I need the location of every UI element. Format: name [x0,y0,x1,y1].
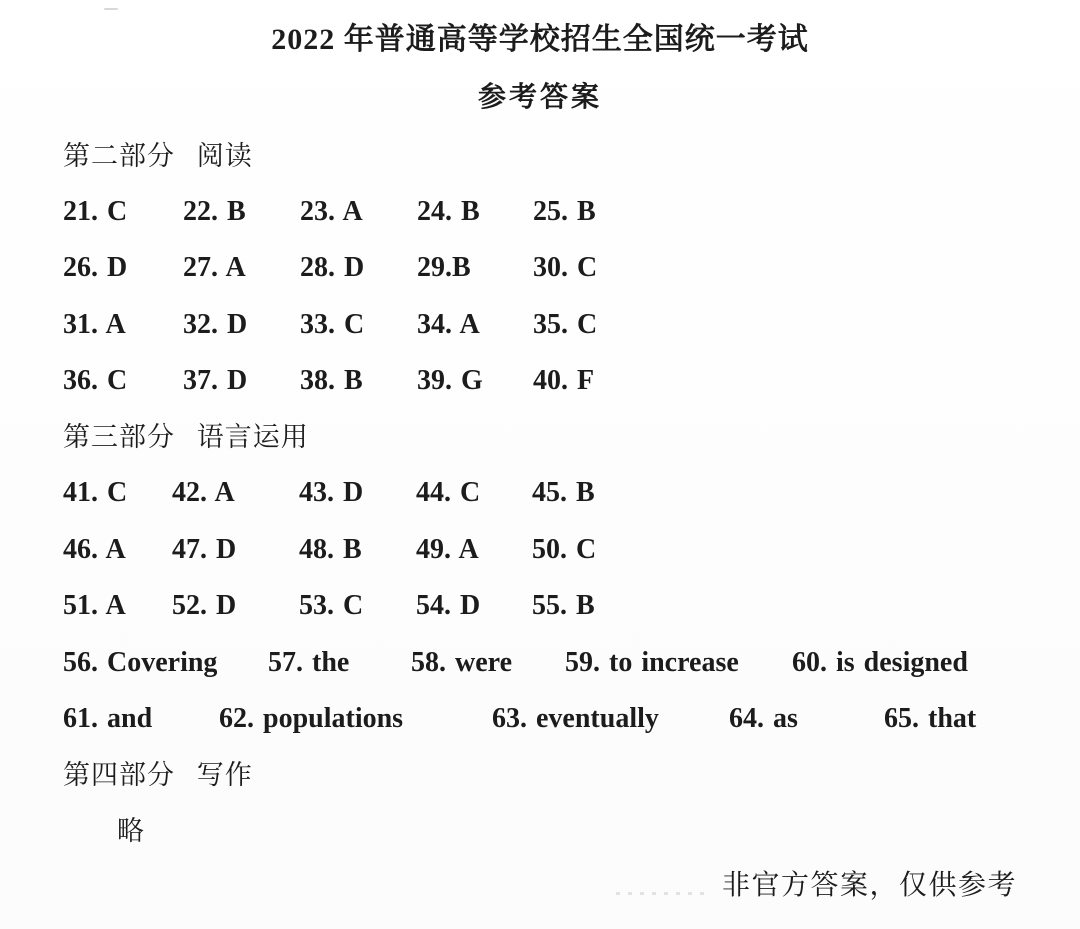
answer-37: 37. D [183,365,248,396]
answer-36: 36. C [63,365,128,396]
answer-29: 29.B [417,252,471,283]
page-title: 2022 年普通高等学校招生全国统一考试 [271,23,809,56]
writing-answer: 略 [117,816,144,846]
answer-45: 45. B [532,477,595,508]
answer-21: 21. C [63,196,128,227]
answer-33: 33. C [300,309,365,340]
answer-38: 38. B [300,365,363,396]
answer-49: 49. A [416,534,479,565]
answer-26: 26. D [63,252,128,283]
answer-63: 63. eventually [492,703,659,734]
answer-48: 48. B [299,534,362,565]
answer-53: 53. C [299,590,364,621]
answer-43: 43. D [299,477,364,508]
answer-46: 46. A [63,534,126,565]
answer-64: 64. as [729,703,798,734]
answer-55: 55. B [532,590,595,621]
answer-58: 58. were [411,647,512,678]
page-subtitle: 参考答案 [477,82,602,113]
footer-disclaimer: 非官方答案，仅供参考 [722,870,1018,901]
answer-39: 39. G [417,365,483,396]
answer-23: 23. A [300,196,363,227]
section-heading-writing: 第四部分 写作 [63,760,253,790]
section-heading-language-use: 第三部分 语言运用 [63,422,309,452]
answer-51: 51. A [63,590,126,621]
answer-60: 60. is designed [792,647,968,678]
answer-32: 32. D [183,309,248,340]
answer-28: 28. D [300,252,365,283]
answer-56: 56. Covering [63,647,218,678]
answer-30: 30. C [533,252,598,283]
answer-47: 47. D [172,534,237,565]
answer-65: 65. that [884,703,977,734]
answer-41: 41. C [63,477,128,508]
answer-35: 35. C [533,309,598,340]
answer-62: 62. populations [219,703,404,734]
answer-31: 31. A [63,309,126,340]
answer-59: 59. to increase [565,647,739,678]
answer-40: 40. F [533,365,595,396]
answer-57: 57. the [268,647,350,678]
answer-27: 27. A [183,252,246,283]
scan-artifact [616,892,708,895]
scan-artifact [104,8,118,10]
answer-24: 24. B [417,196,480,227]
answer-34: 34. A [417,309,480,340]
answer-61: 61. and [63,703,153,734]
answer-44: 44. C [416,477,481,508]
section-heading-reading: 第二部分 阅读 [63,141,253,171]
answer-22: 22. B [183,196,246,227]
answer-50: 50. C [532,534,597,565]
answer-42: 42. A [172,477,235,508]
answer-52: 52. D [172,590,237,621]
answer-25: 25. B [533,196,596,227]
answer-54: 54. D [416,590,481,621]
